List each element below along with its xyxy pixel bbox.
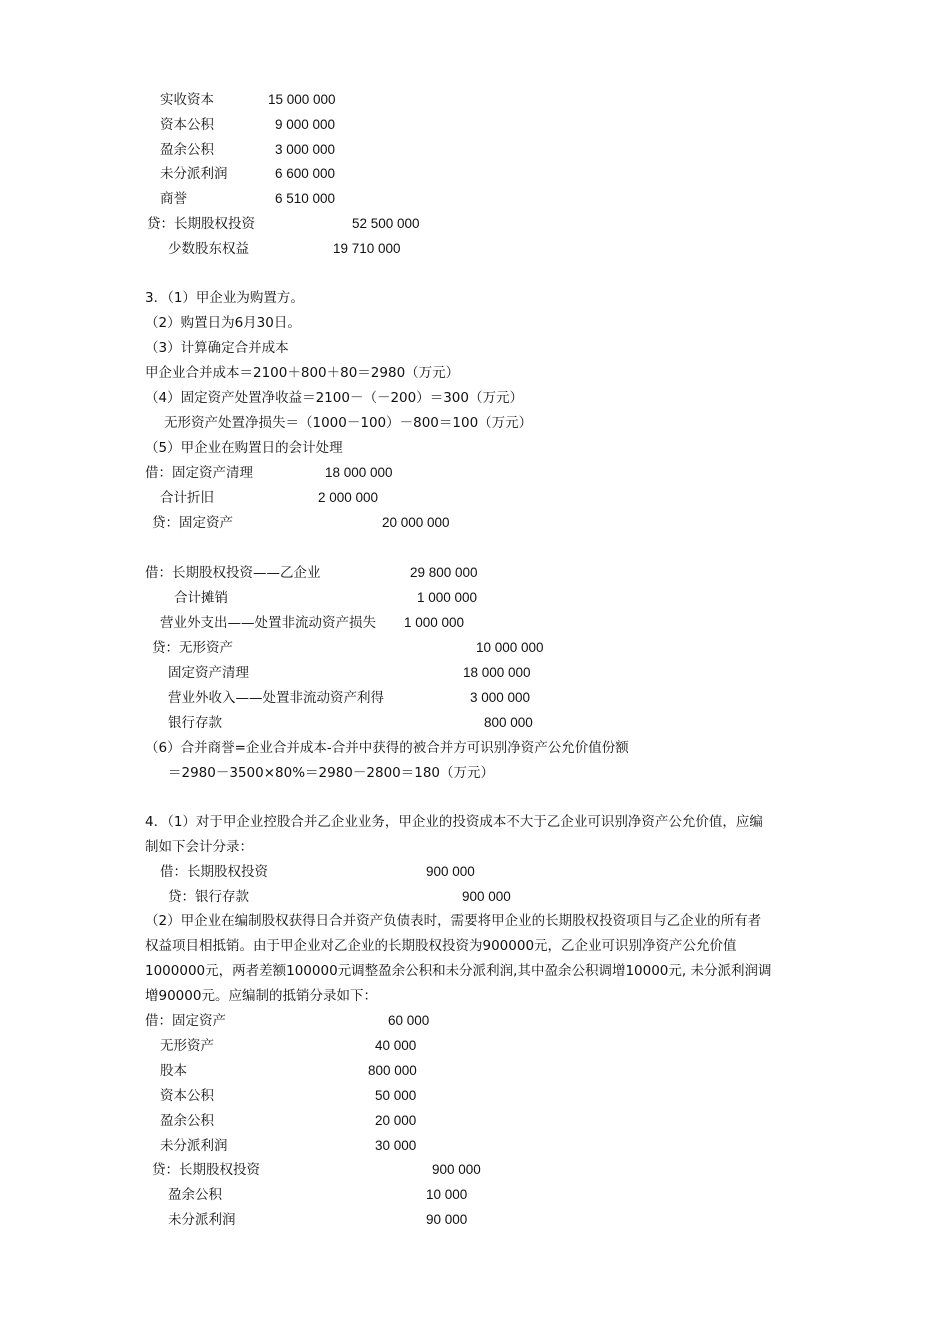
entry-amount: 10 000 000 <box>476 640 544 655</box>
q3-line-8: （6）合并商誉=企业合并成本-合并中获得的被合并方可识别净资产公允价值份额 <box>145 740 629 756</box>
q3-line-9: ＝2980－3500×80%＝2980－2800＝180（万元） <box>168 765 495 781</box>
entry-amount: 52 500 000 <box>352 216 420 231</box>
entry-amount: 10 000 <box>426 1187 468 1202</box>
entry-label: 借：长期股权投资——乙企业 <box>145 565 321 581</box>
entry-label: 未分派利润 <box>160 1138 228 1154</box>
entry-amount: 18 000 000 <box>325 465 393 480</box>
entry-amount: 800 000 <box>484 715 533 730</box>
entry-label: 未分派利润 <box>168 1212 236 1228</box>
q4-para2-line2: 权益项目相抵销。由于甲企业对乙企业的长期股权投资为900000元，乙企业可识别净资产公允价值 <box>145 938 737 954</box>
q3-line-4: 甲企业合并成本＝2100＋800＋80＝2980（万元） <box>145 365 460 381</box>
entry-label: 贷：长期股权投资 <box>147 216 255 232</box>
entry-label: 贷：固定资产 <box>152 515 233 531</box>
entry-amount: 20 000 000 <box>382 515 450 530</box>
entry-label: 资本公积 <box>160 1088 214 1104</box>
entry-label: 银行存款 <box>168 715 222 731</box>
entry-amount: 15 000 000 <box>268 92 336 107</box>
entry-amount: 900 000 <box>426 864 475 879</box>
q3-line-2: （2）购置日为6月30日。 <box>145 315 301 331</box>
entry-amount: 90 000 <box>426 1212 468 1227</box>
entry-label: 合计摊销 <box>174 590 228 606</box>
entry-label: 借：长期股权投资 <box>160 864 268 880</box>
entry-amount: 30 000 <box>375 1138 417 1153</box>
entry-amount: 9 000 000 <box>275 117 336 132</box>
q3-line-1: 3．（1）甲企业为购置方。 <box>145 290 304 306</box>
entry-label: 股本 <box>160 1063 187 1079</box>
entry-label: 贷：长期股权投资 <box>152 1162 260 1178</box>
entry-label: 实收资本 <box>160 92 214 108</box>
entry-amount: 2 000 000 <box>318 490 379 505</box>
entry-amount: 20 000 <box>375 1113 417 1128</box>
entry-label: 贷：银行存款 <box>168 889 249 905</box>
entry-label: 借：固定资产 <box>145 1013 226 1029</box>
q4-para2-line3: 1000000元，两者差额100000元调整盈余公积和未分派利润,其中盈余公积调增10000元, 未分派利润调 <box>145 963 772 979</box>
entry-amount: 18 000 000 <box>463 665 531 680</box>
entry-amount: 1 000 000 <box>404 615 465 630</box>
entry-amount: 900 000 <box>432 1162 481 1177</box>
entry-label: 盈余公积 <box>168 1187 222 1203</box>
q4-para2-line4: 增90000元。应编制的抵销分录如下： <box>145 988 377 1004</box>
entry-amount: 1 000 000 <box>417 590 478 605</box>
entry-amount: 6 600 000 <box>275 166 336 181</box>
entry-label: 少数股东权益 <box>168 241 249 257</box>
entry-amount: 29 800 000 <box>410 565 478 580</box>
entry-label: 资本公积 <box>160 117 214 133</box>
entry-label: 营业外支出——处置非流动资产损失 <box>160 615 376 631</box>
entry-amount: 19 710 000 <box>333 241 401 256</box>
entry-amount: 60 000 <box>388 1013 430 1028</box>
entry-label: 营业外收入——处置非流动资产利得 <box>168 690 384 706</box>
q4-para1-line2: 制如下会计分录： <box>145 839 253 855</box>
q3-line-5: （4）固定资产处置净收益＝2100－（－200）＝300（万元） <box>145 390 523 406</box>
entry-label: 商誉 <box>160 191 187 207</box>
entry-amount: 3 000 000 <box>470 690 531 705</box>
entry-label: 借：固定资产清理 <box>145 465 253 481</box>
entry-label: 未分派利润 <box>160 166 228 182</box>
entry-label: 盈余公积 <box>160 142 214 158</box>
q3-line-6: 无形资产处置净损失＝（1000－100）－800＝100（万元） <box>164 415 533 431</box>
entry-label: 贷：无形资产 <box>152 640 233 656</box>
entry-label: 盈余公积 <box>160 1113 214 1129</box>
entry-amount: 900 000 <box>462 889 511 904</box>
entry-label: 合计折旧 <box>160 490 214 506</box>
entry-label: 无形资产 <box>160 1038 214 1054</box>
entry-amount: 50 000 <box>375 1088 417 1103</box>
entry-amount: 800 000 <box>368 1063 417 1078</box>
entry-amount: 3 000 000 <box>275 142 336 157</box>
entry-label: 固定资产清理 <box>168 665 249 681</box>
q4-para2-line1: （2）甲企业在编制股权获得日合并资产负债表时，需要将甲企业的长期股权投资项目与乙企业的所有者 <box>145 913 762 929</box>
q3-line-7: （5）甲企业在购置日的会计处理 <box>145 440 343 456</box>
entry-amount: 6 510 000 <box>275 191 336 206</box>
q3-line-3: （3）计算确定合并成本 <box>145 340 289 356</box>
q4-para1-line1: 4．（1）对于甲企业控股合并乙企业业务，甲企业的投资成本不大于乙企业可识别净资产公允价值，应编 <box>145 814 763 830</box>
entry-amount: 40 000 <box>375 1038 417 1053</box>
